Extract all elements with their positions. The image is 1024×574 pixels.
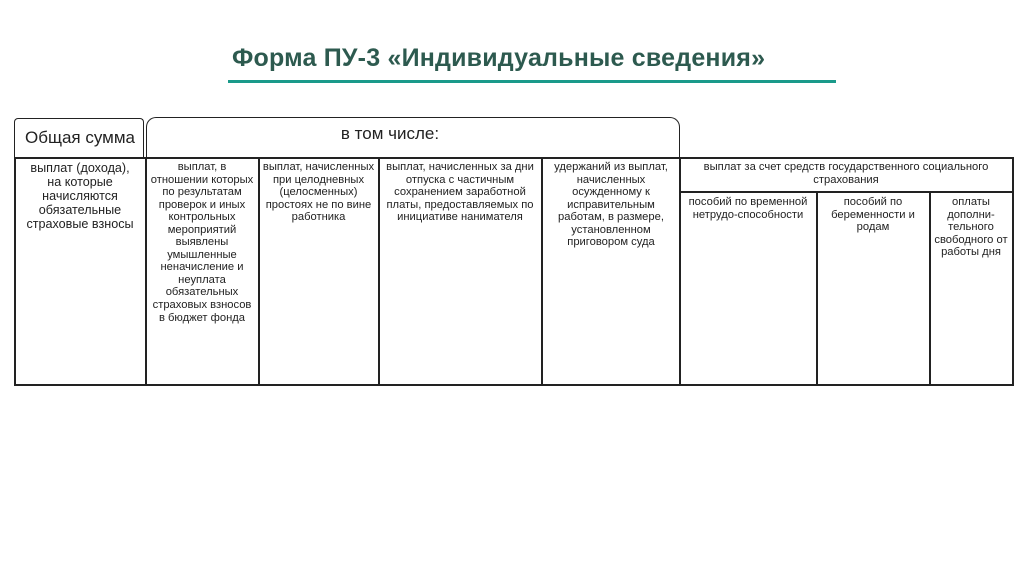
col-downtime-payments: выплат, начисленных при целодневных (целосменных) простоях не по вине работника	[262, 161, 375, 224]
border-top	[14, 157, 1014, 159]
subheader-sep	[679, 191, 1014, 193]
col-sep-6	[816, 191, 818, 385]
col-sep-7	[929, 191, 931, 385]
title-underline	[228, 80, 836, 83]
border-bottom	[14, 384, 1014, 386]
col-maternity-benefits: пособий по беременности и родам	[831, 196, 915, 234]
total-sum-label: Общая сумма	[25, 128, 135, 147]
col-sep-4	[541, 157, 543, 385]
col-sep-1	[145, 157, 147, 385]
col-sick-leave-benefits: пособий по временной нетрудо-способности	[688, 196, 808, 221]
col-extra-day-off-pay: оплаты дополни-тельного свободного от работы дня	[934, 196, 1008, 259]
page-title: Форма ПУ-3 «Индивидуальные сведения»	[232, 44, 766, 72]
col-social-insurance: выплат за счет средств государственного социального страхования	[703, 161, 989, 186]
col-convict-deductions: удержаний из выплат, начисленных осужденному к исправительным работам, в размере, установленном приговором суда	[554, 161, 668, 249]
col-leave-payments: выплат, начисленных за дни отпуска с частичным сохранением заработной платы, предоставляемых по инициативе нанимателя	[386, 161, 534, 224]
col-unpaid-contributions: выплат, в отношении которых по результатам проверок и иных контрольных мероприятий выявлены умышленные неначисление и неуплата обязательных страховых взносов в бюджет фонда	[150, 161, 254, 324]
col-taxable-income: выплат (дохода), на которые начисляются обязательные страховые взносы	[26, 161, 134, 232]
border-left	[14, 157, 16, 385]
col-sep-2	[258, 157, 260, 385]
col-sep-3	[378, 157, 380, 385]
including-label: в том числе:	[340, 124, 440, 143]
